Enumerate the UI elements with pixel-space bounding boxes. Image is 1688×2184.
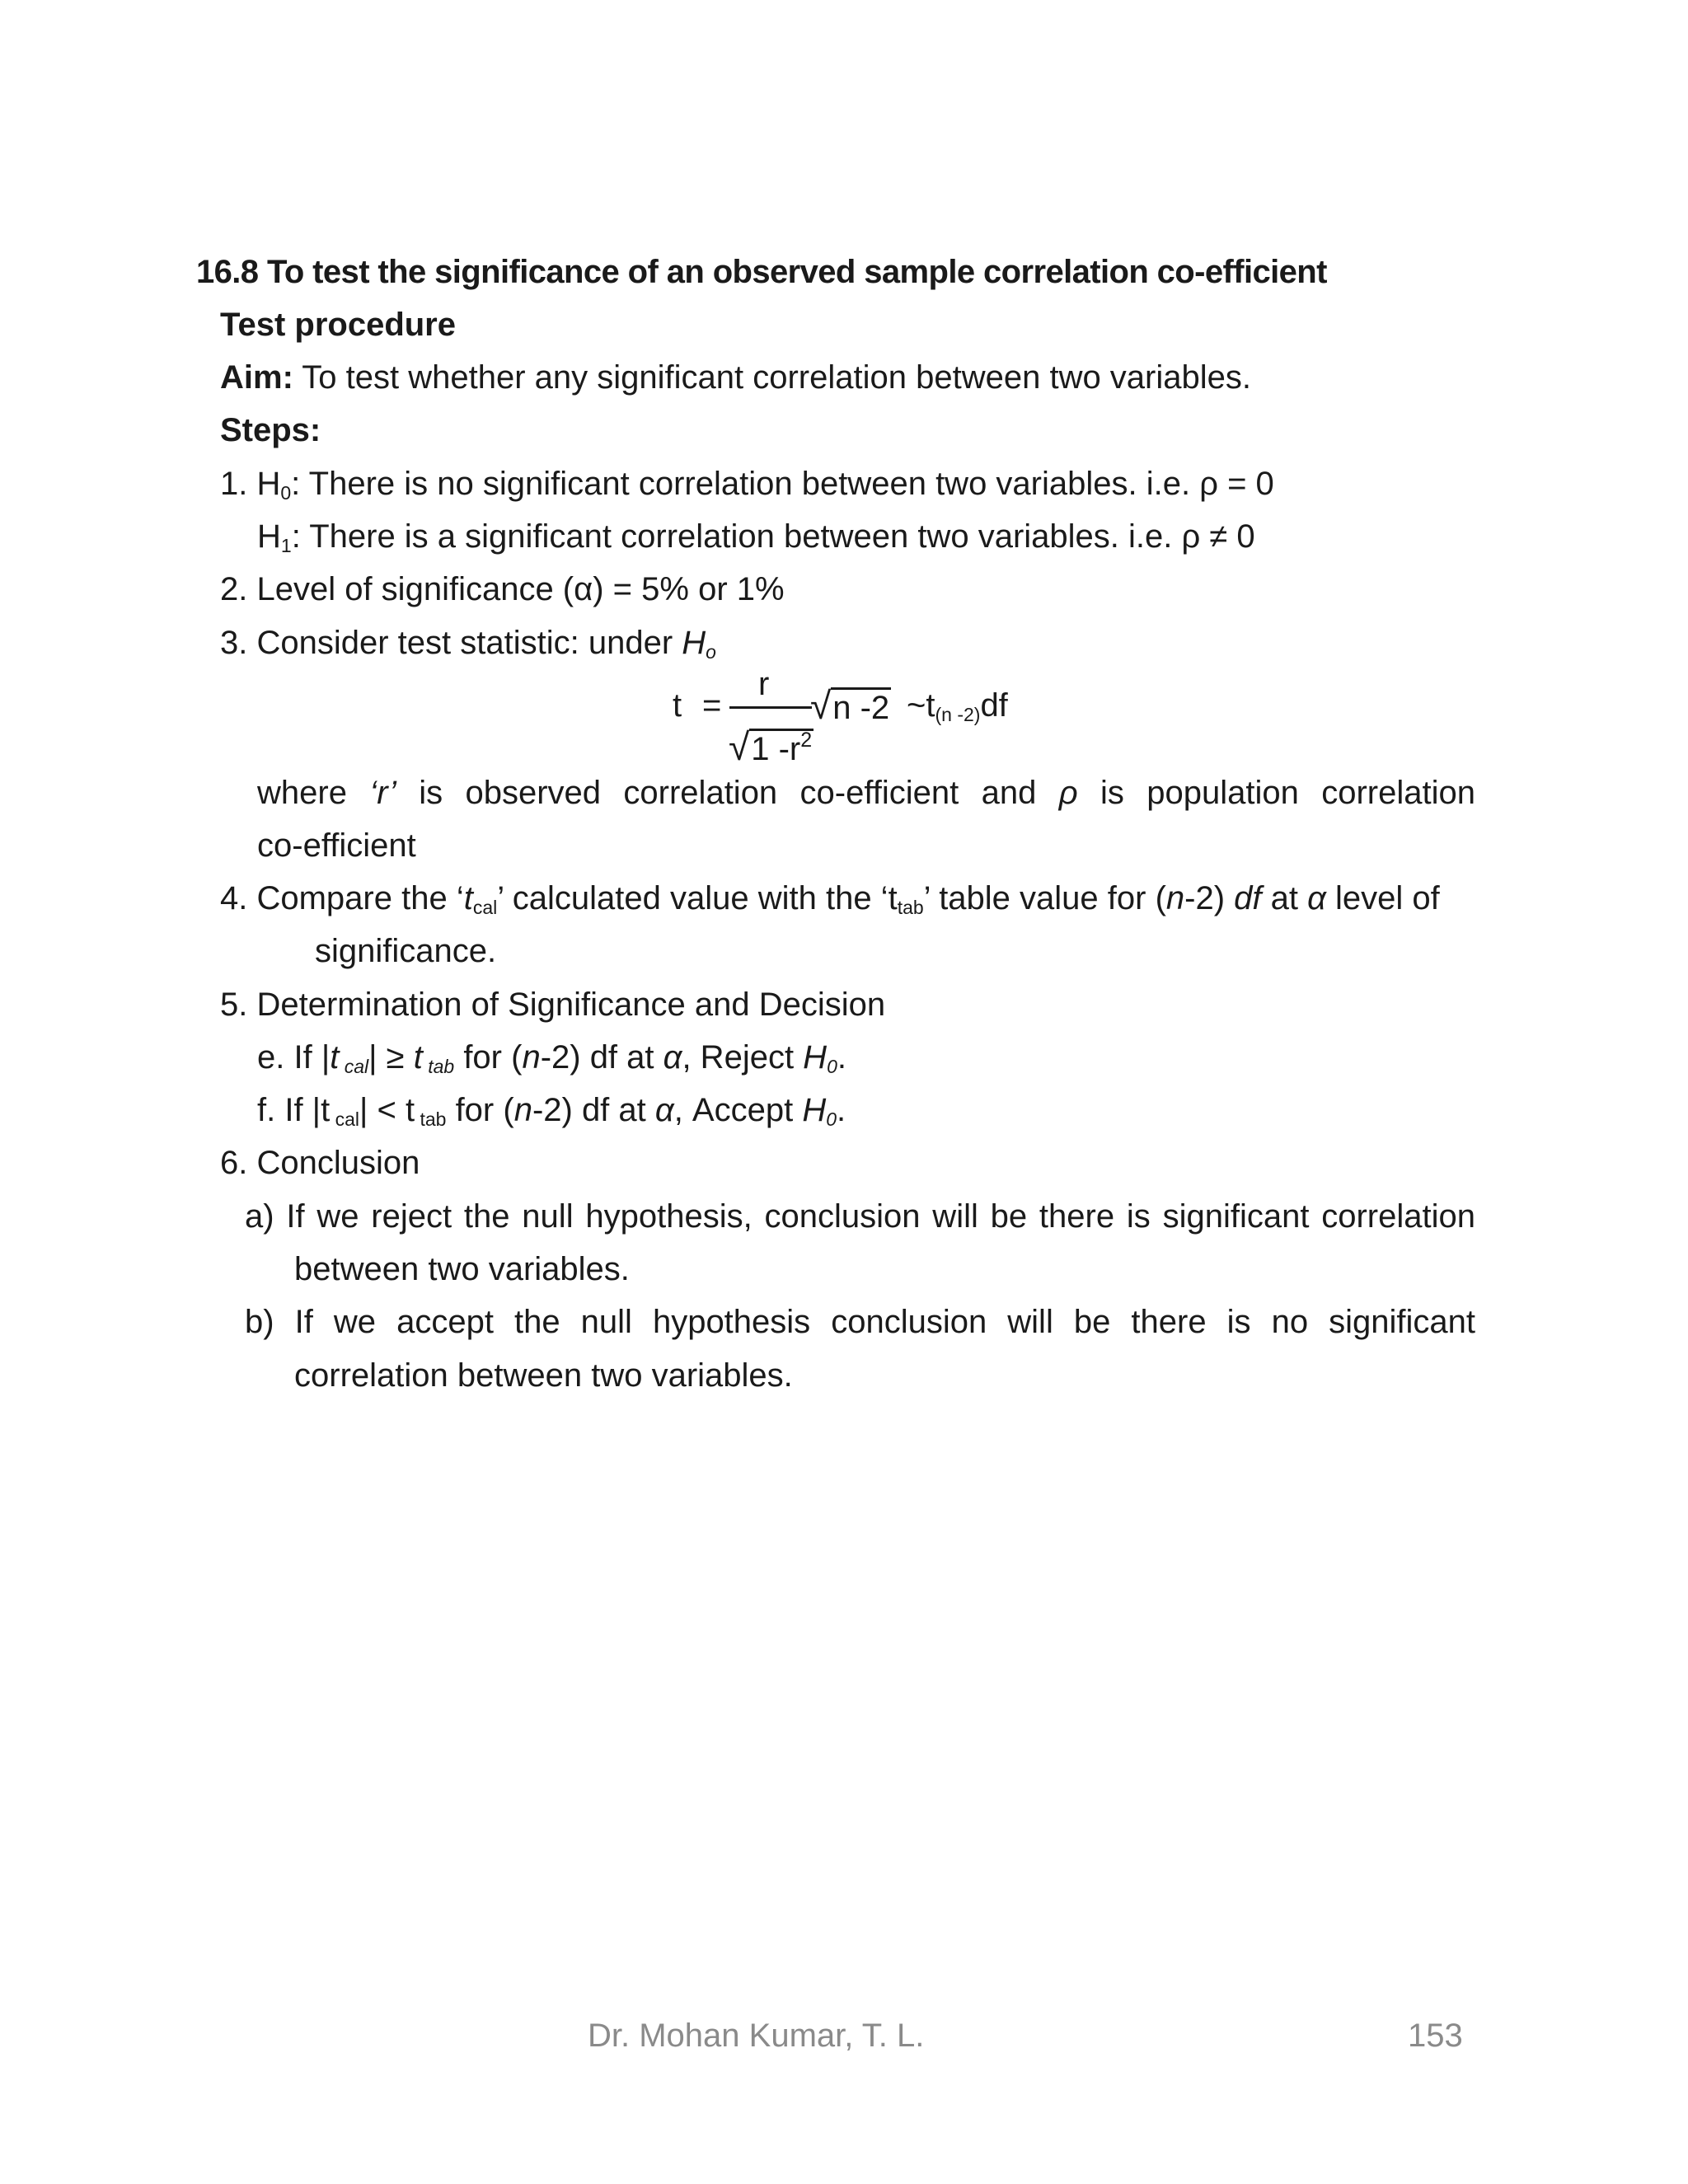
tcal-t: t bbox=[330, 1039, 340, 1076]
step4-text: ’ table value for ( bbox=[923, 880, 1166, 916]
alpha-symbol: α bbox=[663, 1039, 682, 1076]
where-line-2: co-efficient bbox=[257, 827, 416, 864]
aim-line bbox=[220, 358, 1251, 397]
root-text: n -2 bbox=[831, 687, 891, 726]
step5e-text: e. If | bbox=[257, 1039, 331, 1076]
alpha-symbol: α bbox=[1307, 880, 1326, 916]
formula-numerator: r bbox=[758, 666, 770, 702]
n-symbol: n bbox=[513, 1092, 532, 1128]
step1-h1 bbox=[257, 517, 1255, 565]
step5e-text: . bbox=[837, 1039, 846, 1076]
den-text: 1 -r bbox=[751, 731, 801, 767]
dist-subscript: (n -2) bbox=[935, 704, 981, 725]
n-symbol: n bbox=[522, 1039, 541, 1076]
step5e-text: -2) df at bbox=[540, 1039, 663, 1076]
where-word: co-efficient bbox=[799, 775, 959, 811]
where-word: and bbox=[981, 775, 1037, 811]
conclusion-a-line-2: between two variables. bbox=[294, 1251, 630, 1287]
step5e-text: for ( bbox=[454, 1039, 523, 1076]
h1-subscript: 1 bbox=[280, 535, 292, 556]
aim-text: To test whether any significant correlation between two variables. bbox=[293, 359, 1251, 396]
dist-text: ~t bbox=[907, 687, 935, 724]
den-sqrt-symbol: √ bbox=[729, 725, 750, 768]
section-heading: 16.8 To test the significance of an observed sample correlation co-efficient bbox=[196, 254, 1327, 290]
where-word: is bbox=[1100, 775, 1124, 811]
steps-label: Steps: bbox=[220, 412, 321, 448]
step6-line: 6. Conclusion bbox=[220, 1145, 420, 1181]
where-word: correlation bbox=[623, 775, 778, 811]
aim-label: Aim: bbox=[220, 359, 293, 396]
h0-subscript: 0 bbox=[827, 1056, 837, 1077]
h1-text: : There is a significant correlation between two variables. i.e. ρ ≠ 0 bbox=[291, 518, 1255, 555]
ttab-subscript: tab bbox=[897, 897, 924, 918]
step1-num: 1. H bbox=[220, 466, 281, 502]
h0-letter: H bbox=[802, 1092, 827, 1128]
step5-line: 5. Determination of Significance and Decision bbox=[220, 987, 886, 1023]
formula-equals: = bbox=[702, 687, 722, 724]
step5e-text: , Reject bbox=[682, 1039, 804, 1076]
h0-text: : There is no significant correlation between two variables. i.e. ρ = 0 bbox=[291, 466, 1274, 502]
ttab-subscript: tab bbox=[415, 1108, 447, 1130]
formula-root bbox=[810, 686, 891, 728]
step4-line-2: significance. bbox=[315, 933, 497, 969]
where-line bbox=[257, 773, 1475, 813]
conclusion-b-line-2: correlation between two variables. bbox=[294, 1357, 793, 1394]
footer-author: Dr. Mohan Kumar, T. L. bbox=[588, 2018, 925, 2054]
df-symbol: df bbox=[1234, 880, 1262, 916]
step3-text: 3. Consider test statistic: under bbox=[220, 625, 682, 661]
step3-line bbox=[220, 623, 716, 672]
where-word: correlation bbox=[1321, 775, 1475, 811]
step5-f-line bbox=[257, 1090, 846, 1139]
where-word: where bbox=[257, 775, 347, 811]
test-procedure-heading: Test procedure bbox=[220, 307, 456, 343]
ttab-t: t bbox=[413, 1039, 423, 1076]
step5f-text: | < t bbox=[359, 1092, 415, 1128]
h0-letter: H bbox=[803, 1039, 828, 1076]
formula-t: t bbox=[673, 687, 682, 724]
alpha-symbol: α bbox=[654, 1092, 674, 1128]
h1-letter: H bbox=[257, 518, 281, 555]
conclusion-a-line-1: a) If we reject the null hypothesis, conclusion will be there is significant correlation bbox=[245, 1198, 1475, 1235]
step4-text: level of bbox=[1325, 880, 1440, 916]
where-word: is bbox=[419, 775, 443, 811]
tcal-subscript: cal bbox=[339, 1056, 369, 1077]
n-symbol: n bbox=[1165, 880, 1185, 916]
where-word: observed bbox=[465, 775, 602, 811]
conclusion-b-line-1: b) If we accept the null hypothesis conclusion will be there is no significant bbox=[245, 1304, 1475, 1340]
step5f-text: , Accept bbox=[673, 1092, 803, 1128]
step5f-text: f. If |t bbox=[257, 1092, 331, 1128]
step5f-text: -2) df at bbox=[532, 1092, 655, 1128]
page-number: 153 bbox=[1408, 2018, 1463, 2054]
step4-text: ’ calculated value with the ‘t bbox=[497, 880, 898, 916]
tcal-t: t bbox=[463, 880, 473, 916]
step4-line bbox=[220, 879, 1440, 927]
ttab-subscript: tab bbox=[422, 1056, 455, 1077]
step3-h: H bbox=[682, 625, 706, 661]
step1-h0 bbox=[220, 464, 1274, 513]
h0-subscript: 0 bbox=[280, 482, 292, 504]
tcal-subscript: cal bbox=[330, 1108, 359, 1130]
dist-df: df bbox=[980, 687, 1008, 724]
fraction-bar bbox=[729, 706, 812, 709]
step3-h-subscript: o bbox=[706, 641, 716, 663]
step4-text: at bbox=[1261, 880, 1308, 916]
step4-text: 4. Compare the ‘ bbox=[220, 880, 464, 916]
step5-e-line bbox=[257, 1038, 846, 1086]
step5f-text: . bbox=[837, 1092, 846, 1128]
formula-denominator bbox=[729, 720, 814, 769]
tcal-subscript: cal bbox=[472, 897, 498, 918]
r-symbol: ‘r’ bbox=[369, 775, 396, 811]
h0-subscript: 0 bbox=[826, 1108, 837, 1130]
root-sqrt-symbol: √ bbox=[810, 684, 832, 727]
step5e-text: | ≥ bbox=[368, 1039, 414, 1076]
rho-symbol: ρ bbox=[1058, 775, 1078, 811]
where-word: population bbox=[1146, 775, 1299, 811]
step4-text: -2) bbox=[1184, 880, 1235, 916]
formula-distribution bbox=[907, 686, 1008, 734]
den-superscript: 2 bbox=[800, 729, 813, 752]
step2-line: 2. Level of significance (α) = 5% or 1% bbox=[220, 571, 785, 607]
step5f-text: for ( bbox=[446, 1092, 514, 1128]
